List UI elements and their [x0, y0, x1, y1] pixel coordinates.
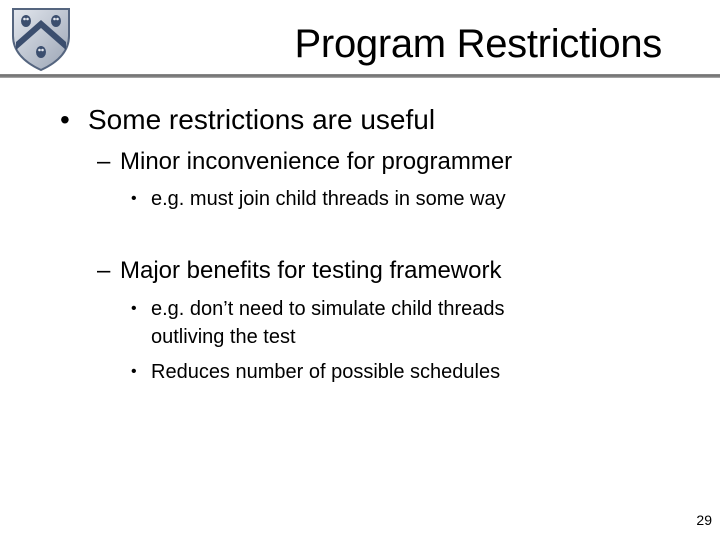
dash-marker: – — [97, 148, 111, 175]
bullet-text: Major benefits for testing framework — [120, 257, 502, 284]
slide-title: Program Restrictions — [294, 22, 662, 66]
bullet-text: Minor inconvenience for programmer — [120, 148, 513, 175]
dash-marker: – — [97, 257, 111, 284]
bullet-marker: • — [131, 363, 137, 380]
page-number: 29 — [696, 512, 712, 528]
bullet-text: outliving the test — [151, 326, 296, 348]
university-shield-logo — [10, 6, 72, 72]
bullet-text: Some restrictions are useful — [88, 104, 436, 135]
bullet-marker: • — [60, 104, 70, 135]
bullet-text: e.g. must join child threads in some way — [151, 188, 506, 210]
bullet-marker: • — [131, 190, 137, 207]
bullet-text: Reduces number of possible schedules — [151, 361, 501, 383]
bullet-text: e.g. don’t need to simulate child threads — [151, 298, 505, 320]
title-divider — [0, 74, 720, 78]
bullet-marker: • — [131, 300, 137, 317]
